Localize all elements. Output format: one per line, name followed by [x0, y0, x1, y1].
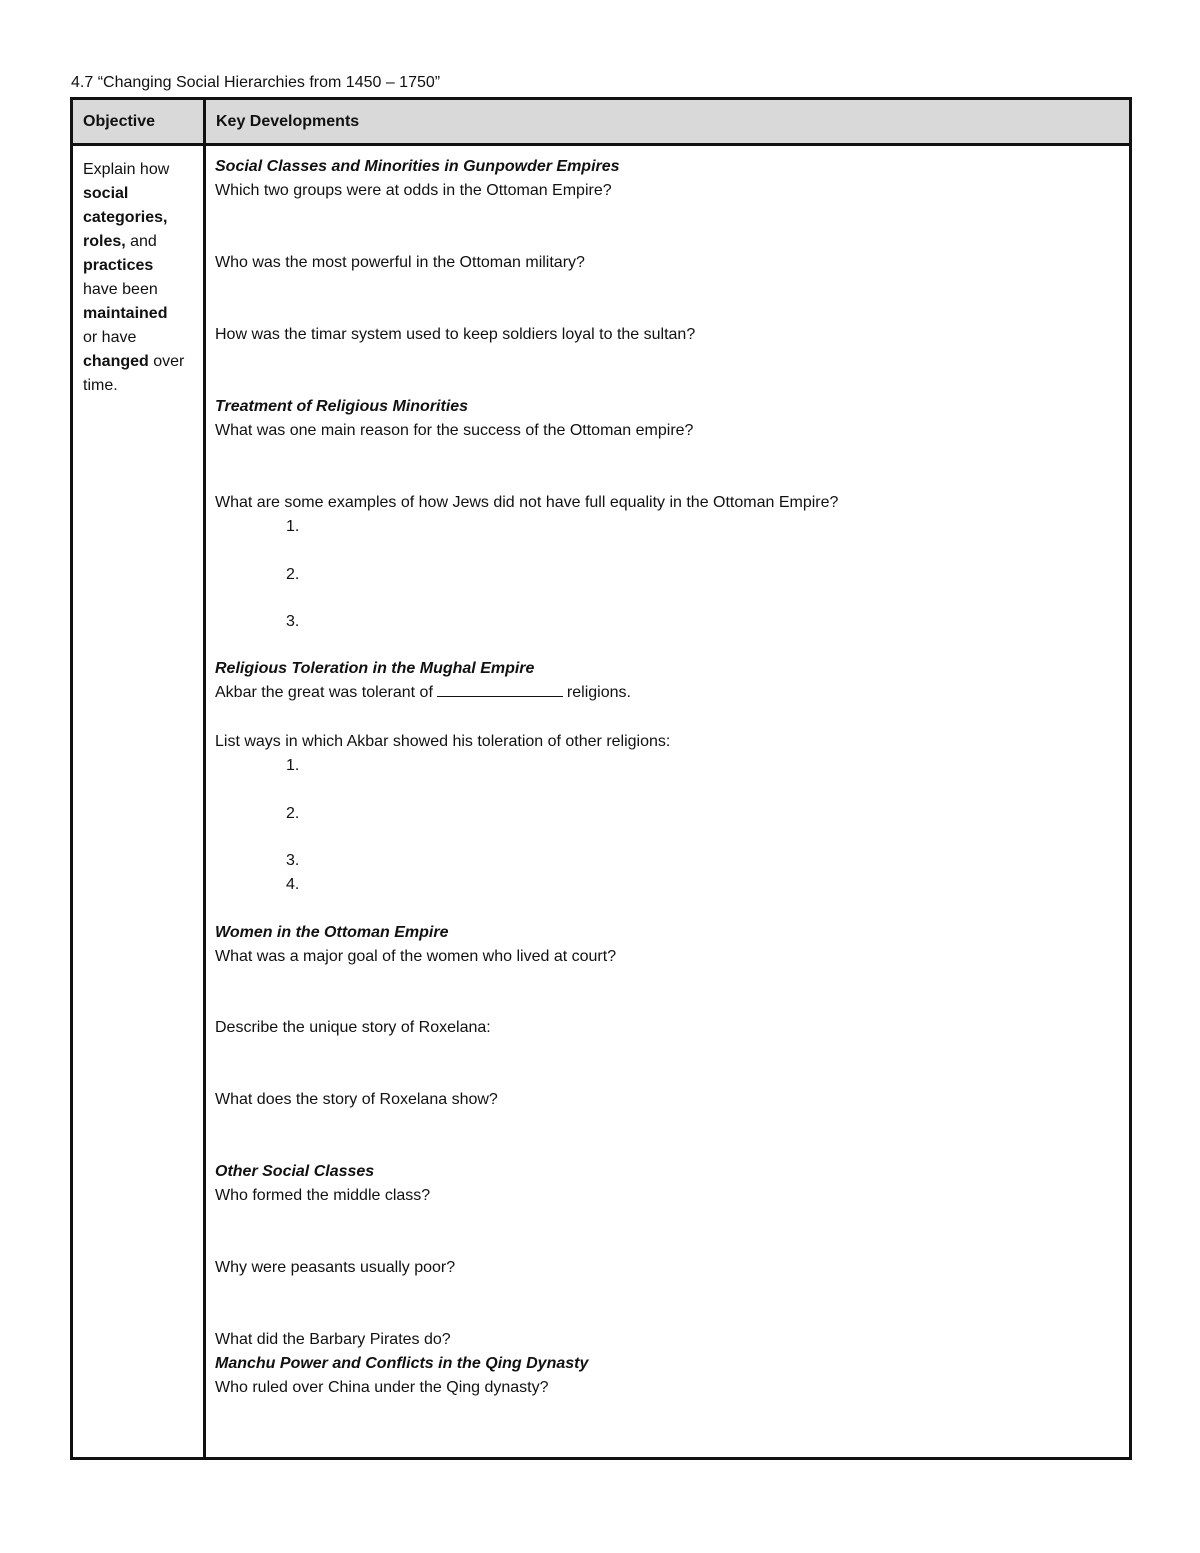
question-text: What was one main reason for the success of the Ottoman empire? [215, 422, 694, 439]
objective-line: or have [83, 329, 137, 346]
objective-cell [83, 158, 199, 398]
section-heading: Treatment of Religious Minorities [215, 398, 469, 415]
objective-header: Objective [83, 113, 156, 130]
worksheet-table [70, 97, 1132, 1460]
question-text: Akbar the great was tolerant of [215, 684, 433, 701]
objective-keyword: categories, [83, 209, 168, 226]
question-text: Who ruled over China under the Qing dynasty? [215, 1379, 549, 1396]
objective-keyword: changed [83, 353, 149, 370]
objective-keyword: maintained [83, 305, 168, 322]
objective-line: time. [83, 377, 118, 394]
question-text: Describe the unique story of Roxelana: [215, 1019, 491, 1036]
objective-keyword: roles, [83, 233, 126, 250]
answer-number: 2. [286, 805, 300, 822]
question-text: religions. [566, 684, 631, 701]
answer-number: 3. [286, 613, 300, 630]
question-text: List ways in which Akbar showed his toleration of other religions: [215, 733, 671, 750]
table-header-row [73, 100, 1129, 146]
answer-number: 3. [286, 852, 300, 869]
fill-in-question [215, 682, 631, 704]
objective-keyword: practices [83, 257, 154, 274]
question-text: How was the timar system used to keep soldiers loyal to the sultan? [215, 326, 696, 343]
objective-word: over [148, 353, 185, 370]
question-text: Which two groups were at odds in the Ottoman Empire? [215, 182, 612, 199]
objective-line [83, 350, 199, 374]
section-heading: Manchu Power and Conflicts in the Qing Dynasty [215, 1355, 589, 1372]
question-text: Who formed the middle class? [215, 1187, 431, 1204]
question-text: Why were peasants usually poor? [215, 1259, 456, 1276]
answer-number: 1. [286, 518, 300, 535]
section-heading: Women in the Ottoman Empire [215, 924, 449, 941]
question-text: What did the Barbary Pirates do? [215, 1331, 451, 1348]
objective-word: and [125, 233, 157, 250]
section-heading: Social Classes and Minorities in Gunpowder Empires [215, 158, 620, 175]
objective-keyword: social [83, 185, 129, 202]
question-text: What does the story of Roxelana show? [215, 1091, 498, 1108]
section-heading: Religious Toleration in the Mughal Empire [215, 660, 535, 677]
key-developments-header: Key Developments [216, 113, 360, 130]
answer-number: 4. [286, 876, 300, 893]
answer-number: 1. [286, 757, 300, 774]
question-text: What are some examples of how Jews did not have full equality in the Ottoman Empire? [215, 494, 839, 511]
objective-line: have been [83, 281, 158, 298]
section-heading: Other Social Classes [215, 1163, 375, 1180]
question-text: What was a major goal of the women who lived at court? [215, 948, 617, 965]
document-title: 4.7 “Changing Social Hierarchies from 1450 – 1750” [71, 74, 441, 91]
objective-line: Explain how [83, 161, 170, 178]
question-text: Who was the most powerful in the Ottoman military? [215, 254, 585, 271]
objective-line [83, 230, 199, 254]
answer-number: 2. [286, 566, 300, 583]
column-divider [203, 100, 206, 1457]
answer-blank[interactable] [437, 682, 563, 697]
